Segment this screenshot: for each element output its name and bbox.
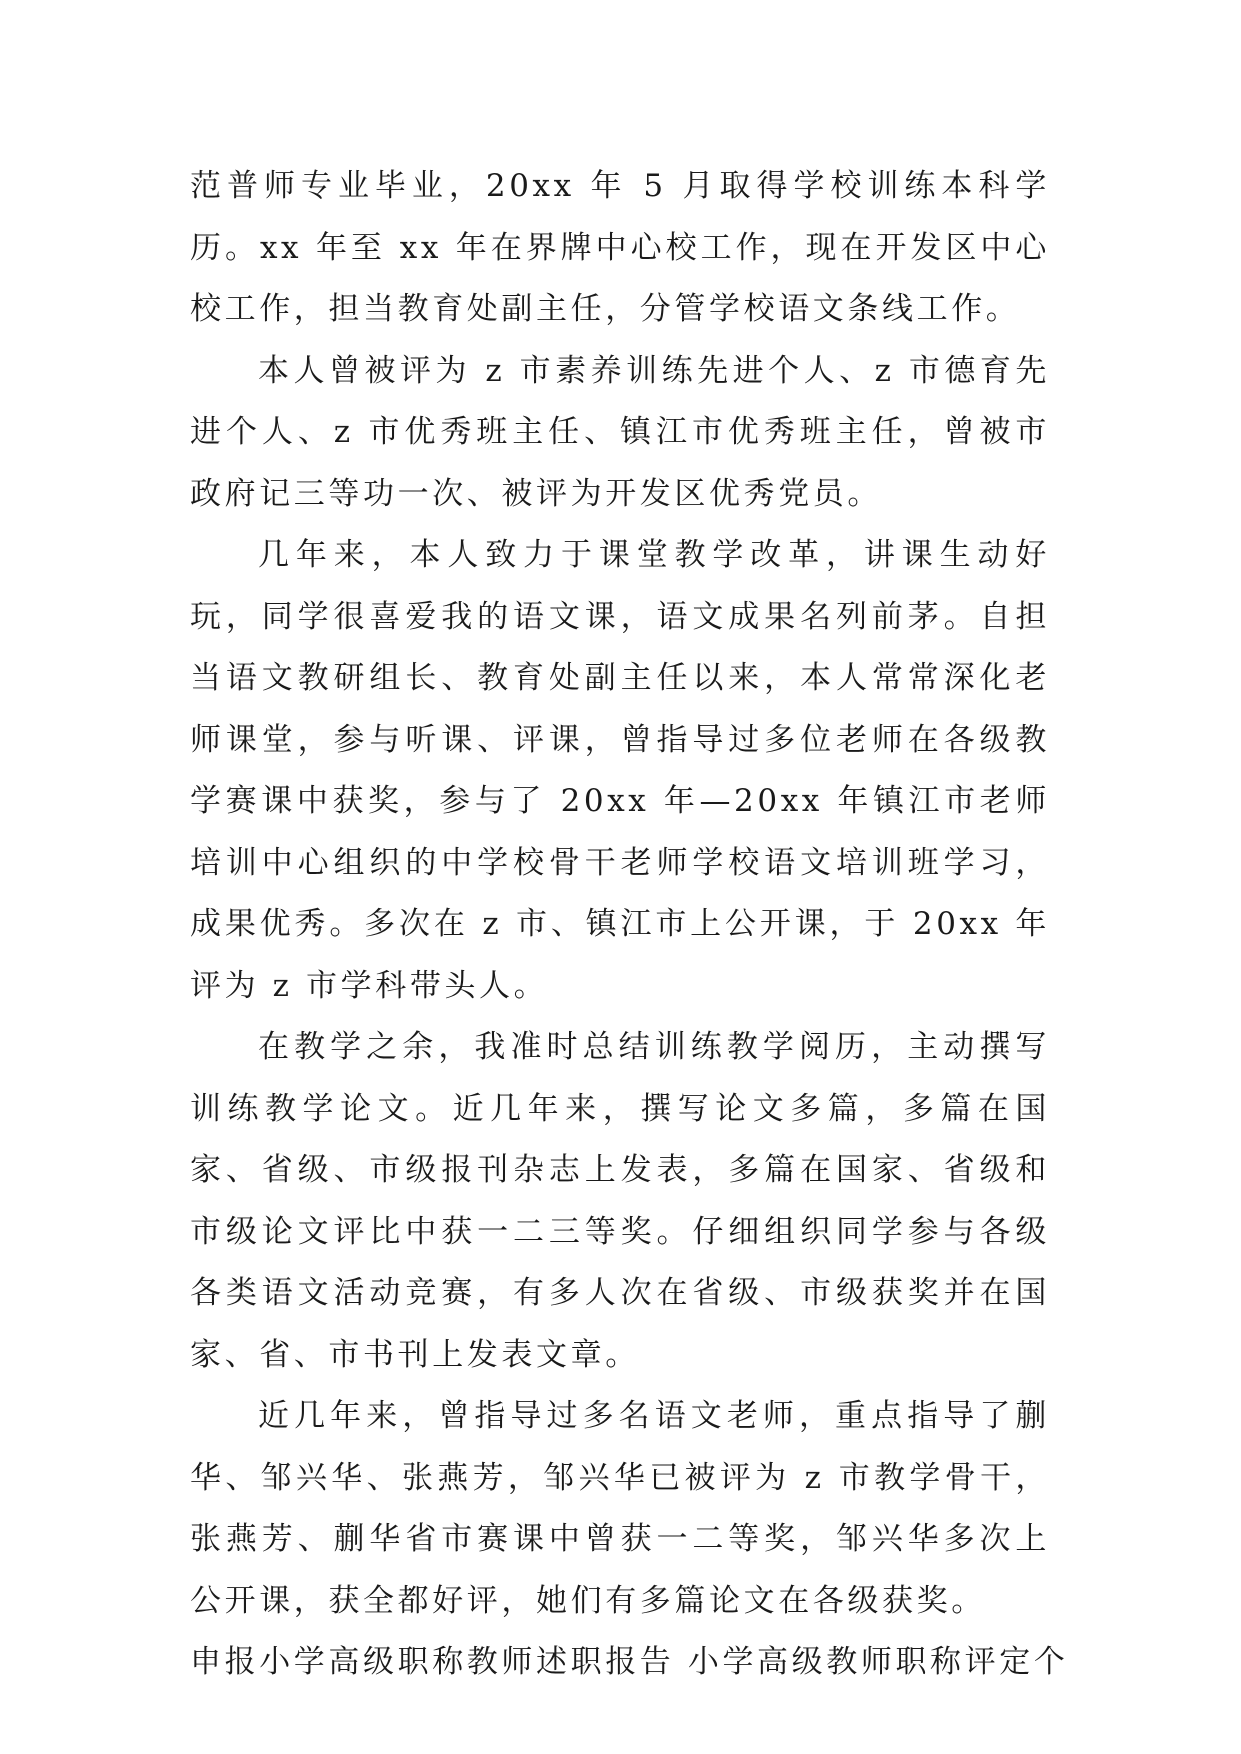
document-body bbox=[190, 156, 1069, 1694]
paragraph-education-background: 范普师专业毕业，20xx 年 5 月取得学校训练本科学历。xx 年至 xx 年在界牌中心校工作，现在开发区中心校工作，担当教育处副主任，分管学校语文条线工作。 bbox=[190, 168, 1050, 327]
paragraph-research-papers: 在教学之余，我准时总结训练教学阅历，主动撰写训练教学论文。近几年来，撰写论文多篇，多篇在国家、省级、市级报刊杂志上发表，多篇在国家、省级和市级论文评比中获一二三等奖。仔细组织同学参与各级各类语文活动竞赛，有多人次在省级、市级获奖并在国家、省、市书刊上发表文章。 bbox=[190, 1029, 1050, 1373]
paragraph-mentoring: 近几年来，曾指导过多名语文老师，重点指导了蒯华、邹兴华、张燕芳，邹兴华已被评为 z 市教学骨干，张燕芳、蒯华省市赛课中曾获一二等奖，邹兴华多次上公开课，获全都好评，她们有多篇论文在各级获奖。 bbox=[190, 1398, 1050, 1619]
paragraph-honors: 本人曾被评为 z 市素养训练先进个人、z 市德育先进个人、z 市优秀班主任、镇江市优秀班主任，曾被市政府记三等功一次、被评为开发区优秀党员。 bbox=[190, 352, 1050, 512]
document-footer-title: 申报小学高级职称教师述职报告 小学高级教师职称评定个 bbox=[190, 1644, 1069, 1680]
paragraph-teaching-reform: 几年来，本人致力于课堂教学改革，讲课生动好玩，同学很喜爱我的语文课，语文成果名列前茅。自担当语文教研组长、教育处副主任以来，本人常常深化老师课堂，参与听课、评课，曾指导过多位老师在各级教学赛课中获奖，参与了 20xx 年—20xx 年镇江市老师培训中心组织的中学校骨干老师学校语文培训班学习，成果优秀。多次在 z 市、镇江市上公开课，于 20xx 年评为 z 市学科带头人。 bbox=[190, 537, 1050, 1004]
